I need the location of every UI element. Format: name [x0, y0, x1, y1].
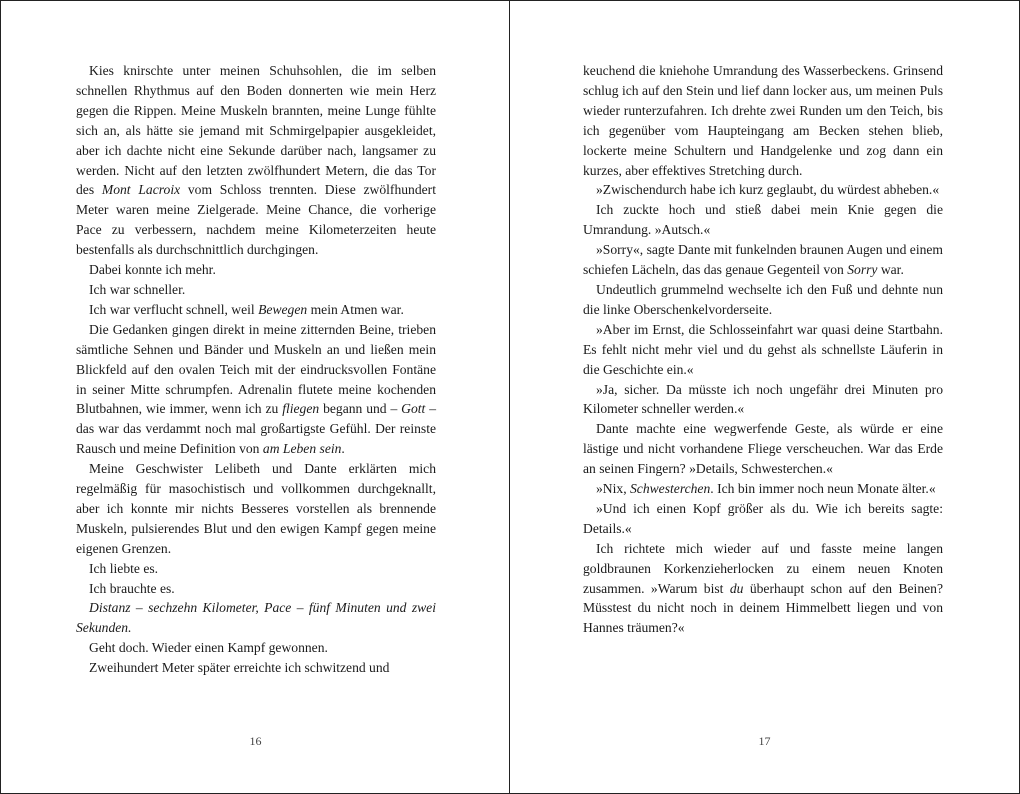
text-run: »Aber im Ernst, die Schlosseinfahrt war quasi deine Startbahn. Es fehlt nicht mehr viel und du gehst als schnellste Läuferin in die Geschichte ein.« — [583, 321, 943, 377]
text-run: . Ich bin immer noch neun Monate älter.« — [710, 481, 936, 497]
left-page-text — [76, 61, 436, 678]
paragraph — [76, 61, 436, 260]
text-run: Undeutlich grummelnd wechselte ich den Fuß und dehnte nun die linke Oberschenkelvorderseite. — [583, 281, 943, 317]
paragraph — [583, 320, 943, 380]
paragraph — [583, 61, 943, 180]
right-page-text — [583, 61, 943, 638]
text-run: Ich brauchte es. — [89, 580, 175, 596]
italic-text: Distanz – sechzehn Kilometer, Pace – fünf Minuten und zwei Sekunden. — [76, 600, 436, 636]
paragraph — [76, 320, 436, 459]
text-run: Dabei konnte ich mehr. — [89, 262, 216, 278]
paragraph — [76, 280, 436, 300]
text-run: war. — [877, 262, 904, 278]
paragraph — [583, 499, 943, 539]
text-run: Ich zuckte hoch und stieß dabei mein Knie gegen die Umrandung. »Autsch.« — [583, 202, 943, 238]
italic-text: Schwesterchen — [629, 481, 711, 497]
paragraph — [76, 260, 436, 280]
text-run: »Zwischendurch habe ich kurz geglaubt, du würdest abheben.« — [596, 182, 940, 198]
text-run: begann und – — [319, 401, 402, 417]
paragraph — [583, 539, 943, 639]
italic-text: Mont Lacroix — [101, 182, 181, 198]
italic-text: du — [729, 580, 744, 596]
paragraph — [76, 638, 436, 658]
text-run: »Und ich einen Kopf größer als du. Wie ich bereits sagte: Details.« — [583, 500, 943, 536]
page-number-left: 16 — [249, 734, 262, 748]
text-run: Kies knirschte unter meinen Schuhsohlen, die im selben schnellen Rhythmus auf den Boden donnerten wie mein Herz gegen die Rippen. Meine Muskeln brannten, meine Lunge fühlte sich an, als hätte sie jemand mit Schmirgelpapier ausgekleidet, aber ich dachte nicht eine Sekunde darüber nach, langsamer zu werden. Nicht auf den letzten zwölfhundert Metern, die das Tor des — [76, 63, 436, 198]
paragraph — [583, 240, 943, 280]
paragraph — [76, 579, 436, 599]
paragraph — [76, 300, 436, 320]
text-run: Geht doch. Wieder einen Kampf gewonnen. — [89, 640, 328, 656]
text-run: »Ja, sicher. Da müsste ich noch ungefähr drei Minuten pro Kilometer schneller werden.« — [583, 381, 943, 417]
right-page — [510, 0, 1020, 794]
text-run: Ich richtete mich wieder auf und fasste meine langen goldbraunen Korkenzieherlocken zu einem neuen Knoten zusammen. »Warum bist — [583, 540, 943, 596]
text-run: Meine Geschwister Lelibeth und Dante erklärten mich regelmäßig für masochistisch und vollkommen durchgeknallt, aber ich konnte mir nichts Besseres vorstellen als brennende Muskeln, pulsierendes Blut und den ewigen Kampf gegen meine eigenen Grenzen. — [76, 461, 436, 556]
paragraph — [583, 200, 943, 240]
paragraph — [76, 459, 436, 559]
paragraph — [76, 559, 436, 579]
italic-text: Bewegen — [258, 301, 308, 317]
text-run: »Nix, — [596, 481, 630, 497]
italic-text: fliegen — [282, 401, 320, 417]
text-run: keuchend die kniehohe Umrandung des Wasserbeckens. Grinsend schlug ich auf den Stein und lief dann locker aus, um meinen Puls wieder runterzufahren. Ich drehte zwei Runden um den Teich, bis ich gegenüber vom Haupteingang am Becken stehen blieb, lockerte meine Schultern und Handgelenke und zog dann ein kurzes, aber effektives Stretching durch. — [583, 63, 943, 178]
paragraph — [583, 419, 943, 479]
text-run: . — [341, 441, 345, 457]
text-run: Dante machte eine wegwerfende Geste, als würde er eine lästige und nicht vorhandene Fliege verscheuchen. War das Erde an seinen Fingern? »Details, Schwesterchen.« — [583, 421, 943, 477]
italic-text: am Leben sein — [262, 441, 342, 457]
paragraph — [583, 380, 943, 420]
text-run: Die Gedanken gingen direkt in meine zitternden Beine, trieben sämtliche Sehnen und Bänder und Muskeln an und ließen mein Blickfeld auf den ovalen Teich mit der eindrucksvollen Fontäne in seiner Mitte schrumpfen. Adrenalin flutete meine kochenden Blutbahnen, wie immer, wenn ich zu — [76, 321, 436, 417]
text-run: – das war das verdammt noch mal großartigste Gefühl. Der reinste Rausch und meine Definition von — [76, 401, 436, 457]
text-run: mein Atmen war. — [307, 301, 404, 317]
text-run: Ich war schneller. — [89, 281, 186, 297]
text-run: Ich liebte es. — [89, 560, 159, 576]
paragraph — [76, 658, 436, 678]
text-run: überhaupt schon auf den Beinen? Müsstest du nicht noch in deinem Himmelbett liegen und von Hannes träumen?« — [583, 580, 943, 636]
page-number-right: 17 — [758, 734, 771, 748]
text-run: Zweihundert Meter später erreichte ich schwitzend und — [89, 660, 390, 676]
paragraph — [583, 180, 943, 200]
text-run: Ich war verflucht schnell, weil — [89, 301, 259, 317]
italic-text: Gott — [401, 401, 426, 417]
paragraph — [76, 598, 436, 638]
italic-text: Sorry — [847, 262, 878, 278]
text-run: »Sorry«, sagte Dante mit funkelnden braunen Augen und einem schiefen Lächeln, das das genaue Gegenteil von — [583, 242, 943, 278]
text-run: vom Schloss trennten. Diese zwölfhundert Meter waren meine Zielgerade. Meine Chance, die vorherige Pace zu verbessern, nachdem meine Kilometerzeiten heute bestenfalls als durchschnittlich durchgingen. — [76, 182, 436, 258]
paragraph — [583, 280, 943, 320]
paragraph — [583, 479, 943, 499]
